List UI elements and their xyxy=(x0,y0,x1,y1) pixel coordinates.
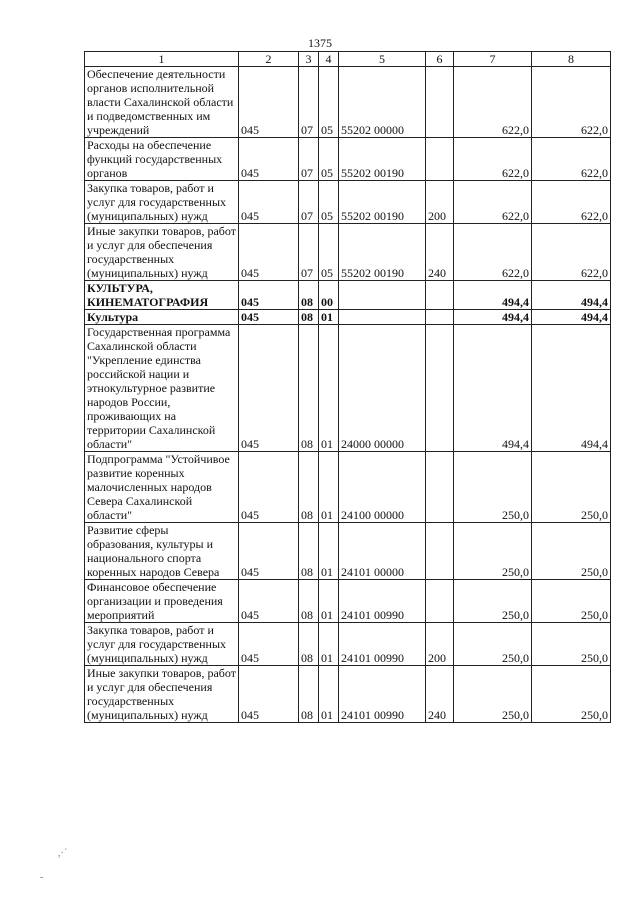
scan-mark: ,·´ xyxy=(58,848,68,859)
target-article-cell: 55202 00190 xyxy=(339,138,426,181)
amount-col7-cell: 250,0 xyxy=(454,666,532,723)
expense-type-cell xyxy=(426,523,454,580)
page-number: 1375 xyxy=(308,36,332,50)
subsection-code-cell: 01 xyxy=(319,580,339,623)
amount-col8-cell: 250,0 xyxy=(532,666,611,723)
section-code-cell: 08 xyxy=(299,623,319,666)
admin-code-cell: 045 xyxy=(239,224,299,281)
subsection-code-cell: 01 xyxy=(319,523,339,580)
subsection-code-cell: 01 xyxy=(319,325,339,452)
table-row xyxy=(85,310,611,325)
target-article-cell xyxy=(339,281,426,310)
amount-col7-cell: 494,4 xyxy=(454,310,532,325)
expense-type-cell xyxy=(426,138,454,181)
amount-col8-cell: 250,0 xyxy=(532,623,611,666)
header-cell: 7 xyxy=(454,52,532,67)
header-cell: 5 xyxy=(339,52,426,67)
subsection-code-cell: 01 xyxy=(319,623,339,666)
table-row xyxy=(85,623,611,666)
amount-col7-cell: 494,4 xyxy=(454,325,532,452)
table-row xyxy=(85,666,611,723)
row-name-cell: Государственная программа Сахалинской области "Укрепление единства российской нации и этнокультурное развитие народов России, проживающих на территории Сахалинской области" xyxy=(85,325,239,452)
row-name-cell: Иные закупки товаров, работ и услуг для обеспечения государственных (муниципальных) нужд xyxy=(85,224,239,281)
admin-code-cell: 045 xyxy=(239,623,299,666)
section-code-cell: 08 xyxy=(299,666,319,723)
table-row xyxy=(85,580,611,623)
target-article-cell xyxy=(339,310,426,325)
expense-type-cell xyxy=(426,580,454,623)
expense-type-cell: 200 xyxy=(426,623,454,666)
subsection-code-cell: 05 xyxy=(319,138,339,181)
admin-code-cell: 045 xyxy=(239,523,299,580)
budget-table xyxy=(84,51,611,723)
row-name-cell: Расходы на обеспечение функций государственных органов xyxy=(85,138,239,181)
admin-code-cell: 045 xyxy=(239,138,299,181)
expense-type-cell: 200 xyxy=(426,181,454,224)
admin-code-cell: 045 xyxy=(239,666,299,723)
section-code-cell: 08 xyxy=(299,452,319,523)
amount-col8-cell: 250,0 xyxy=(532,523,611,580)
target-article-cell: 55202 00000 xyxy=(339,67,426,138)
amount-col7-cell: 250,0 xyxy=(454,523,532,580)
target-article-cell: 24101 00000 xyxy=(339,523,426,580)
amount-col7-cell: 622,0 xyxy=(454,224,532,281)
section-code-cell: 08 xyxy=(299,580,319,623)
expense-type-cell xyxy=(426,325,454,452)
admin-code-cell: 045 xyxy=(239,310,299,325)
admin-code-cell: 045 xyxy=(239,67,299,138)
target-article-cell: 24100 00000 xyxy=(339,452,426,523)
table-row xyxy=(85,523,611,580)
subsection-code-cell: 05 xyxy=(319,67,339,138)
amount-col8-cell: 494,4 xyxy=(532,310,611,325)
amount-col7-cell: 494,4 xyxy=(454,281,532,310)
expense-type-cell xyxy=(426,310,454,325)
table-row xyxy=(85,224,611,281)
header-cell: 6 xyxy=(426,52,454,67)
admin-code-cell: 045 xyxy=(239,325,299,452)
section-code-cell: 07 xyxy=(299,67,319,138)
row-name-cell: Иные закупки товаров, работ и услуг для обеспечения государственных (муниципальных) нужд xyxy=(85,666,239,723)
amount-col8-cell: 494,4 xyxy=(532,325,611,452)
table-row xyxy=(85,325,611,452)
section-code-cell: 07 xyxy=(299,224,319,281)
subsection-code-cell: 01 xyxy=(319,452,339,523)
header-cell: 2 xyxy=(239,52,299,67)
header-cell: 8 xyxy=(532,52,611,67)
section-code-cell: 07 xyxy=(299,138,319,181)
amount-col8-cell: 250,0 xyxy=(532,580,611,623)
target-article-cell: 24101 00990 xyxy=(339,666,426,723)
row-name-cell: КУЛЬТУРА, КИНЕМАТОГРАФИЯ xyxy=(85,281,239,310)
section-code-cell: 08 xyxy=(299,310,319,325)
expense-type-cell xyxy=(426,67,454,138)
row-name-cell: Финансовое обеспечение организации и проведения мероприятий xyxy=(85,580,239,623)
amount-col7-cell: 250,0 xyxy=(454,580,532,623)
admin-code-cell: 045 xyxy=(239,452,299,523)
table-header-row xyxy=(85,52,611,67)
subsection-code-cell: 05 xyxy=(319,224,339,281)
table-row xyxy=(85,138,611,181)
expense-type-cell xyxy=(426,281,454,310)
expense-type-cell xyxy=(426,452,454,523)
table-row xyxy=(85,281,611,310)
amount-col8-cell: 622,0 xyxy=(532,138,611,181)
table-row xyxy=(85,181,611,224)
section-code-cell: 08 xyxy=(299,523,319,580)
row-name-cell: Развитие сферы образования, культуры и национального спорта коренных народов Севера xyxy=(85,523,239,580)
admin-code-cell: 045 xyxy=(239,181,299,224)
admin-code-cell: 045 xyxy=(239,580,299,623)
amount-col8-cell: 250,0 xyxy=(532,452,611,523)
subsection-code-cell: 01 xyxy=(319,666,339,723)
amount-col7-cell: 622,0 xyxy=(454,181,532,224)
admin-code-cell: 045 xyxy=(239,281,299,310)
amount-col7-cell: 250,0 xyxy=(454,623,532,666)
row-name-cell: Обеспечение деятельности органов исполнительной власти Сахалинской области и подведомственных им учреждений xyxy=(85,67,239,138)
amount-col8-cell: 622,0 xyxy=(532,181,611,224)
amount-col8-cell: 622,0 xyxy=(532,224,611,281)
row-name-cell: Закупка товаров, работ и услуг для государственных (муниципальных) нужд xyxy=(85,623,239,666)
target-article-cell: 24000 00000 xyxy=(339,325,426,452)
amount-col7-cell: 622,0 xyxy=(454,138,532,181)
target-article-cell: 55202 00190 xyxy=(339,224,426,281)
row-name-cell: Закупка товаров, работ и услуг для государственных (муниципальных) нужд xyxy=(85,181,239,224)
row-name-cell: Культура xyxy=(85,310,239,325)
row-name-cell: Подпрограмма "Устойчивое развитие коренных малочисленных народов Севера Сахалинской области" xyxy=(85,452,239,523)
target-article-cell: 24101 00990 xyxy=(339,580,426,623)
table-row xyxy=(85,67,611,138)
header-cell: 1 xyxy=(85,52,239,67)
amount-col7-cell: 250,0 xyxy=(454,452,532,523)
header-cell: 3 xyxy=(299,52,319,67)
target-article-cell: 24101 00990 xyxy=(339,623,426,666)
section-code-cell: 08 xyxy=(299,281,319,310)
target-article-cell: 55202 00190 xyxy=(339,181,426,224)
section-code-cell: 07 xyxy=(299,181,319,224)
amount-col8-cell: 494,4 xyxy=(532,281,611,310)
section-code-cell: 08 xyxy=(299,325,319,452)
scan-mark: - xyxy=(40,872,44,883)
subsection-code-cell: 05 xyxy=(319,181,339,224)
subsection-code-cell: 00 xyxy=(319,281,339,310)
expense-type-cell: 240 xyxy=(426,666,454,723)
expense-type-cell: 240 xyxy=(426,224,454,281)
table-row xyxy=(85,452,611,523)
subsection-code-cell: 01 xyxy=(319,310,339,325)
amount-col7-cell: 622,0 xyxy=(454,67,532,138)
header-cell: 4 xyxy=(319,52,339,67)
amount-col8-cell: 622,0 xyxy=(532,67,611,138)
